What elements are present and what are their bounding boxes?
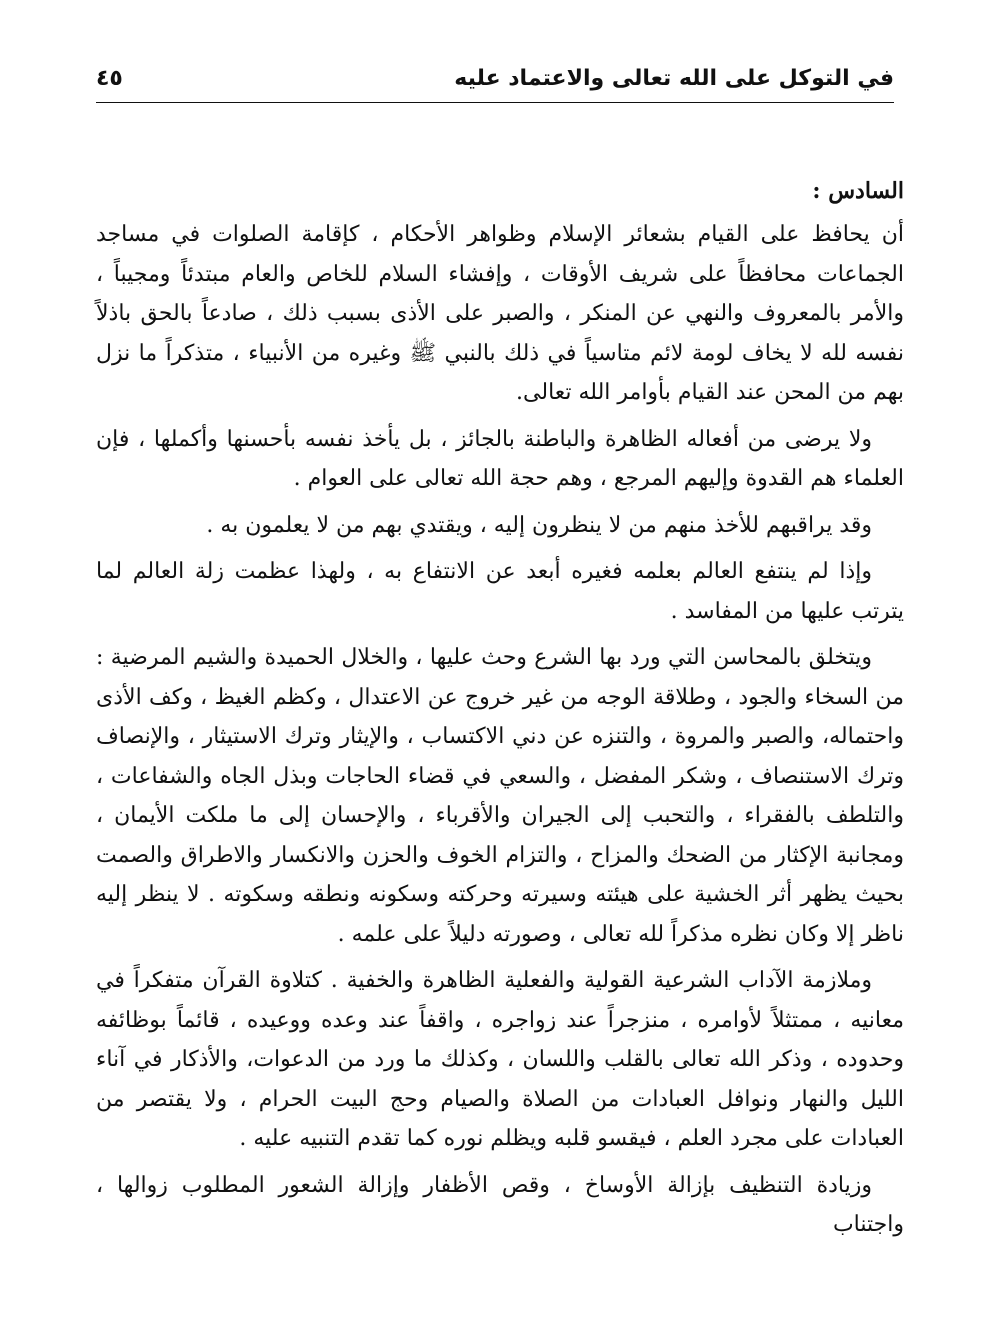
page-header [96,62,894,106]
header-rule [96,102,894,103]
paragraph: وإذا لم ينتفع العالم بعلمه فغيره أبعد عن الانتفاع به ، ولهذا عظمت زلة العالم لما يترتب عليها من المفاسد . [96,559,904,624]
paragraph: أن يحافظ على القيام بشعائر الإسلام وظواهر الأحكام ، كإقامة الصلوات في مساجد الجماعات محافظاً على شريف الأوقات ، وإفشاء السلام للخاص والعام مبتدئاً ومجيباً ، والأمر بالمعروف والنهي عن المنكر ، والصبر على الأذى بسبب ذلك ، صادعاً بالحق باذلاً نفسه لله لا يخاف لومة لائم متاسياً في ذلك بالنبي ﷺ وغيره من الأنبياء ، متذكراً ما نزل بهم من المحن عند القيام بأوامر الله تعالى. [96,222,904,405]
section-heading: السادس : [812,178,904,204]
page-number: ٤٥ [96,66,123,91]
paragraph: وقد يراقبهم للأخذ منهم من لا ينظرون إليه ، ويقتدي بهم من لا يعلمون به . [206,512,872,538]
paragraph: ويتخلق بالمحاسن التي ورد بها الشرع وحث عليها ، والخلال الحميدة والشيم المرضية : من السخاء والجود ، وطلاقة الوجه من غير خروج عن الاعتدال ، وكظم الغيظ ، وكف الأذى واحتماله، والصبر والمروة ، والتنزه عن دني الاكتساب ، والإيثار وترك الاستيثار ، والإنصاف وترك الاستنصاف ، وشكر المفضل ، والسعي في قضاء الحاجات وبذل الجاه والشفاعات ، والتلطف بالفقراء ، والتحبب إلى الجيران والأقرباء ، والإحسان إلى ما ملكت الأيمان ، ومجانبة الإكثار من الضحك والمزاح ، والتزام الخوف والحزن والانكسار والاطراق والصمت بحيث يظهر أثر الخشية على هيئته وسيرته وحركته وسكونه ونطقه وسكوته . لا ينظر إليه ناظر إلا وكان نظره مذكراً لله تعالى ، وصورته دليلاً على علمه . [96,645,904,947]
running-title: في التوكل على الله تعالى والاعتماد عليه [454,66,894,91]
paragraph: وملازمة الآداب الشرعية القولية والفعلية الظاهرة والخفية . كتلاوة القرآن متفكراً في معانيه ، ممتثلاً لأوامره ، منزجراً عند زواجره ، واقفاً عند وعده ووعيده ، قائماً بوظائفه وحدوده ، وذكر الله تعالى بالقلب واللسان ، وكذلك ما ورد من الدعوات، والأذكار في آناء الليل والنهار ونوافل العبادات من الصلاة والصيام وحج البيت الحرام ، ولا يقتصر من العبادات على مجرد العلم ، فيقسو قلبه ويظلم نوره كما تقدم التنبيه عليه . [96,968,904,1151]
paragraph: ولا يرضى من أفعاله الظاهرة والباطنة بالجائز ، بل يأخذ نفسه بأحسنها وأكملها ، فإن العلماء هم القدوة وإليهم المرجع ، وهم حجة الله تعالى على العوام . [96,426,904,491]
paragraph: وزيادة التنظيف بإزالة الأوساخ ، وقص الأظفار وإزالة الشعور المطلوب زوالها ، واجتناب [96,1172,904,1237]
page-body [96,172,904,1245]
